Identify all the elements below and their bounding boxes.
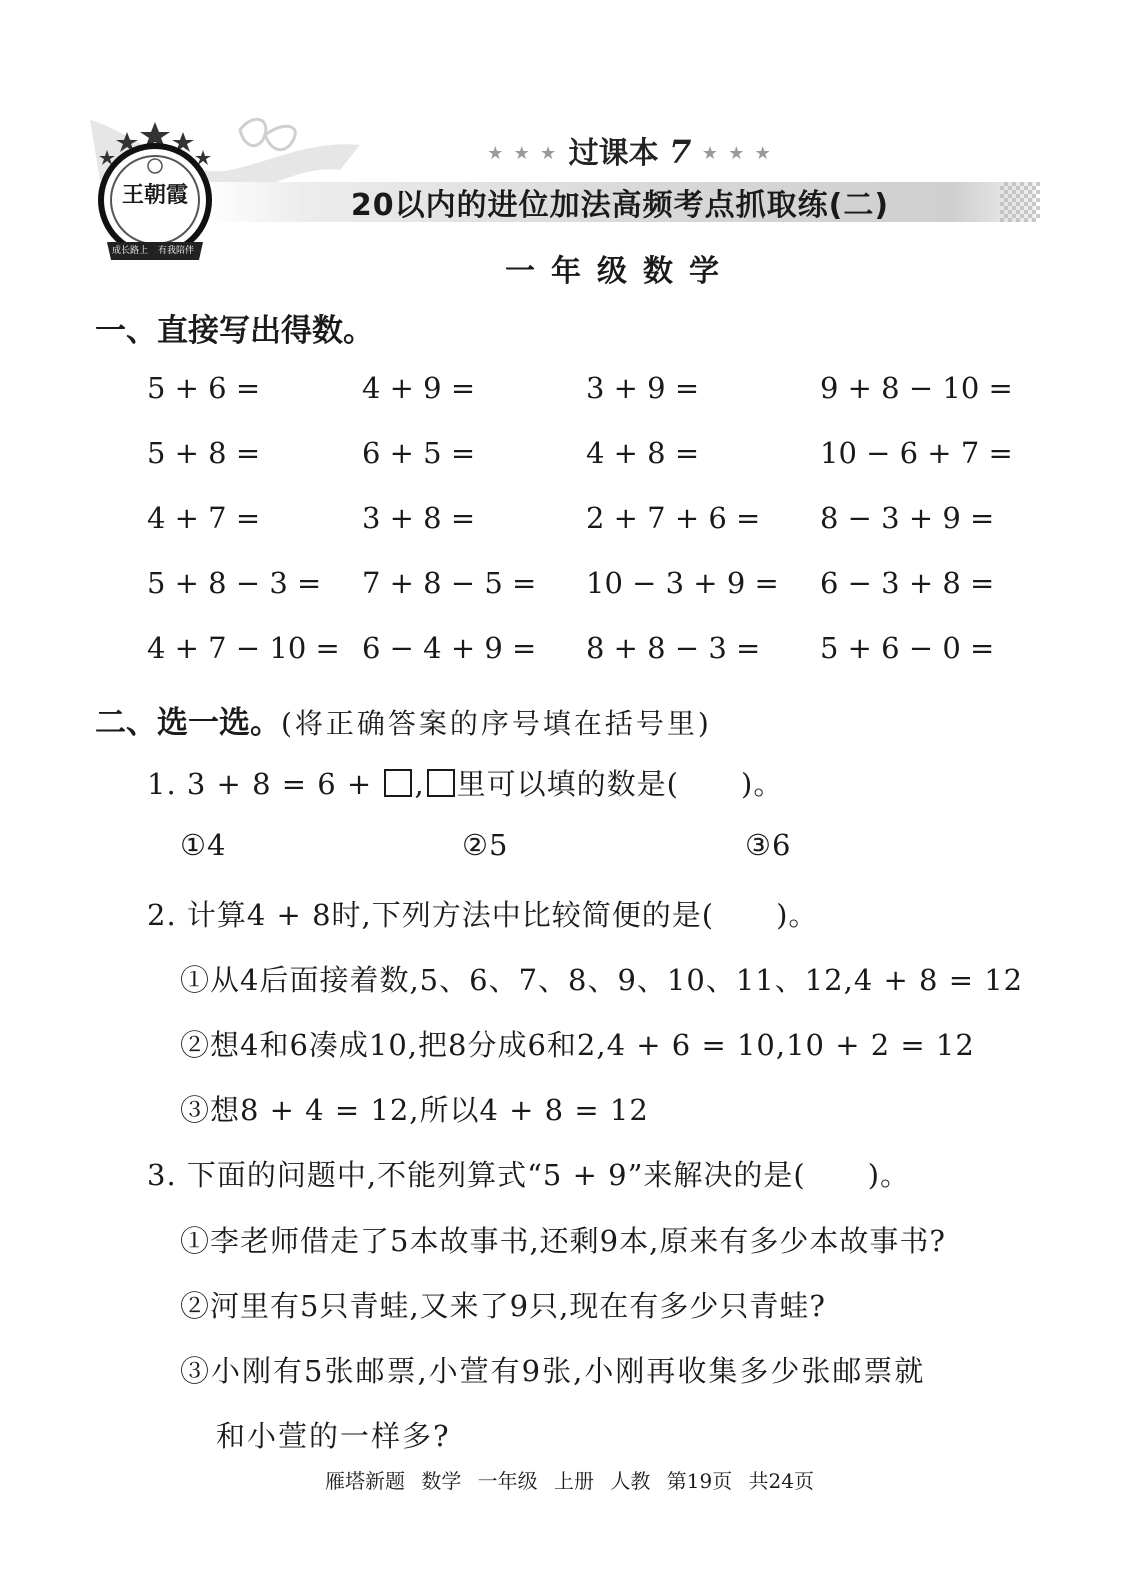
q1-part4: )。 [741, 767, 784, 801]
logo-slogan-right: 有我陪伴 [158, 246, 195, 256]
q3-option-2: ②河里有5只青蛙,又来了9只,现在有多少只青蛙? [180, 1289, 826, 1323]
expr-1-3: 3 + 9 = [586, 371, 700, 405]
q1-option-3: ③6 [745, 828, 792, 862]
q3-stem-end: )。 [867, 1158, 911, 1192]
q1-option-2: ②5 [462, 828, 509, 862]
expr-2-2: 6 + 5 = [362, 436, 476, 470]
question-1 [147, 762, 783, 803]
blank-box [384, 769, 412, 797]
q1-option-1: ①4 [180, 828, 227, 862]
expr-3-3: 2 + 7 + 6 = [586, 501, 761, 535]
expr-3-2: 3 + 8 = [362, 501, 476, 535]
q3-option-3-continued: 和小萱的一样多? [216, 1419, 451, 1453]
expr-5-3: 8 + 8 − 3 = [586, 631, 761, 665]
expr-1-4: 9 + 8 − 10 = [820, 371, 1013, 405]
page-title: 20以内的进位加法高频考点抓取练(二) [350, 188, 890, 223]
expr-2-4: 10 − 6 + 7 = [820, 436, 1013, 470]
expr-3-1: 4 + 7 = [147, 501, 261, 535]
grade-subject: 一年级数学 [505, 254, 735, 289]
q2-stem-end: )。 [776, 898, 819, 932]
q2-option-1: ①从4后面接着数,5、6、7、8、9、10、11、12,4 + 8 = 12 [180, 963, 1024, 997]
q1-part3: 里可以填的数是( [456, 767, 679, 801]
logo-name: 王朝霞 [121, 182, 188, 208]
logo-slogan-left: 成长路上 [112, 246, 149, 256]
expr-4-2: 7 + 8 − 5 = [362, 566, 537, 600]
q2-option-3: ③想8 + 4 = 12,所以4 + 8 = 12 [180, 1093, 649, 1127]
expr-5-4: 5 + 6 − 0 = [820, 631, 995, 665]
q2-option-2: ②想4和6凑成10,把8分成6和2,4 + 6 = 10,10 + 2 = 12 [180, 1028, 975, 1062]
expr-3-4: 8 − 3 + 9 = [820, 501, 995, 535]
question-2 [147, 893, 818, 934]
expr-2-3: 4 + 8 = [586, 436, 700, 470]
expr-1-2: 4 + 9 = [362, 371, 476, 405]
section2-title [95, 697, 712, 742]
expr-4-1: 5 + 8 − 3 = [147, 566, 322, 600]
lesson-badge [480, 128, 780, 172]
section2-instruction: (将正确答案的序号填在括号里) [281, 707, 712, 740]
expr-2-1: 5 + 8 = [147, 436, 261, 470]
expr-1-1: 5 + 6 = [147, 371, 261, 405]
lesson-badge-number: 7 [669, 133, 692, 171]
q2-stem: 2. 计算4 + 8时,下列方法中比较简便的是( [147, 898, 715, 932]
q1-part1: 1. 3 + 8 = 6 + [147, 767, 383, 801]
star-icons-left: ★ ★ ★ [487, 143, 559, 164]
blank-box [427, 769, 455, 797]
page-footer: 雁塔新题 数学 一年级 上册 人教 第19页 共24页 [324, 1469, 815, 1493]
q1-part2: , [414, 767, 425, 801]
expr-4-3: 10 − 3 + 9 = [586, 566, 779, 600]
question-3 [147, 1153, 910, 1194]
expr-4-4: 6 − 3 + 8 = [820, 566, 995, 600]
section2-title-text: 二、选一选。 [95, 705, 281, 741]
expr-5-2: 6 − 4 + 9 = [362, 631, 537, 665]
q3-option-3: ③小刚有5张邮票,小萱有9张,小刚再收集多少张邮票就 [180, 1354, 926, 1388]
section1-title: 一、直接写出得数。 [95, 313, 374, 349]
star-icons-right: ★ ★ ★ [701, 143, 773, 164]
q3-stem: 3. 下面的问题中,不能列算式“5 + 9”来解决的是( [147, 1158, 806, 1192]
expr-5-1: 4 + 7 − 10 = [147, 631, 340, 665]
lesson-badge-label: 过课本 [568, 136, 659, 171]
q3-option-1: ①李老师借走了5本故事书,还剩9本,原来有多少本故事书? [180, 1224, 946, 1258]
